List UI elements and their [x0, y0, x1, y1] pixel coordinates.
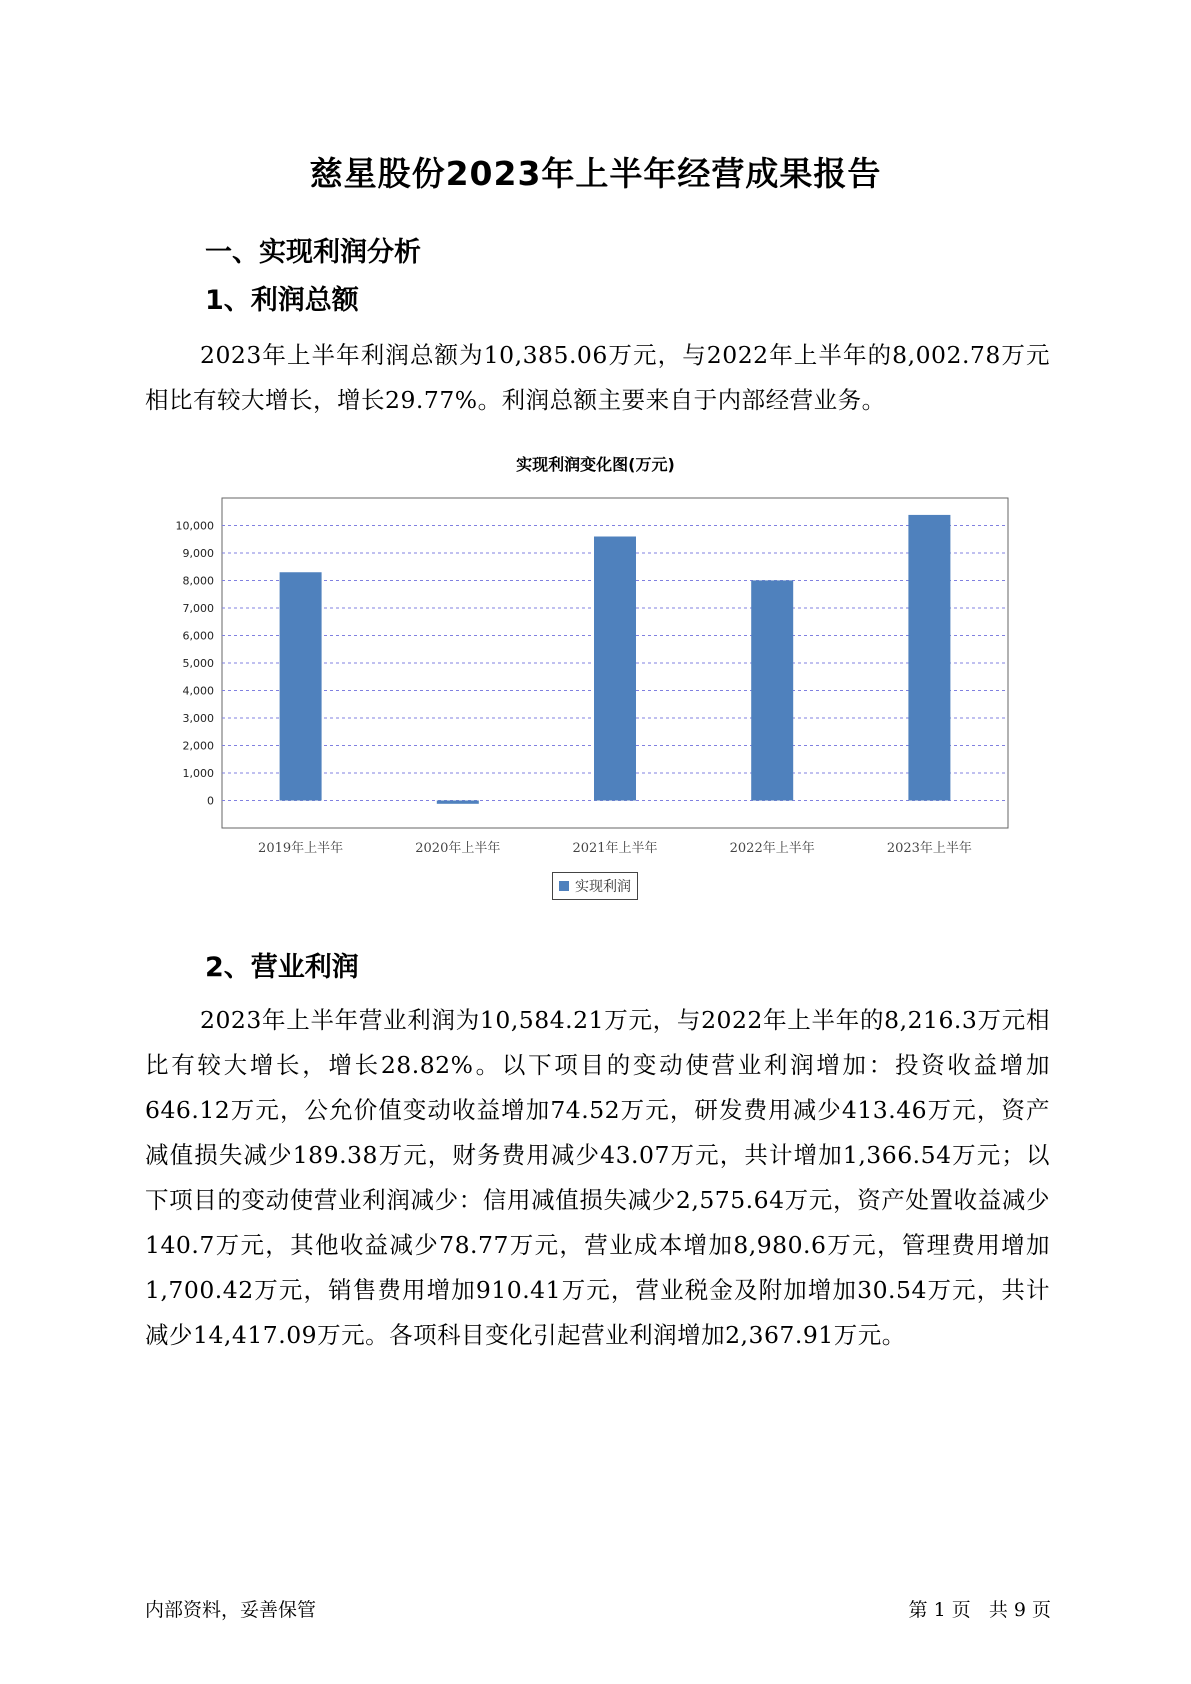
y-tick-label: 2,000 — [182, 739, 214, 753]
profit-bar-chart — [160, 490, 1040, 870]
y-tick-label: 3,000 — [182, 712, 214, 725]
legend-swatch — [559, 881, 569, 891]
footer-confidential-note: 内部资料，妥善保管 — [145, 1599, 317, 1621]
bar — [751, 580, 793, 800]
y-tick-label: 7,000 — [182, 602, 214, 615]
legend-label: 实现利润 — [575, 879, 631, 895]
footer-page-number: 第 1 页 共 9 页 — [908, 1599, 1051, 1621]
operating-profit-paragraph: 2023年上半年营业利润为10,584.21万元，与2022年上半年的8,216.3万元相比有较大增长，增长28.82%。以下项目的变动使营业利润增加：投资收益增加646.12万元，公允价值变动收益增加74.52万元，研发费用减少413.46万元，资产减值损失减少189.38万元，财务费用减少43.07万元，共计增加1,366.54万元；以下项目的变动使营业利润减少：信用减值损失减少2,575.64万元，资产处置收益减少140.7万元，其他收益减少78.77万元，营业成本增加8,980.6万元，管理费用增加1,700.42万元，销售费用增加910.41万元，营业税金及附加增加30.54万元，共计减少14,417.09万元。各项科目变化引起营业利润增加2,367.91万元。 — [145, 1006, 1050, 1349]
x-tick-label: 2023年上半年 — [886, 841, 972, 856]
chart-title: 实现利润变化图(万元) — [516, 455, 675, 474]
total-profit-paragraph: 2023年上半年利润总额为10,385.06万元，与2022年上半年的8,002.78万元相比有较大增长，增长29.77%。利润总额主要来自于内部经营业务。 — [145, 341, 1050, 414]
bar — [437, 801, 479, 804]
y-tick-label: 10,000 — [175, 519, 214, 533]
bar — [908, 515, 950, 801]
y-tick-label: 6,000 — [182, 629, 214, 643]
document-title: 慈星股份2023年上半年经营成果报告 — [309, 154, 882, 193]
bar — [594, 537, 636, 801]
y-tick-label: 8,000 — [182, 574, 214, 588]
x-tick-label: 2019年上半年 — [258, 841, 344, 856]
subsection-heading-operating-profit: 2、营业利润 — [205, 952, 359, 983]
y-tick-label: 1,000 — [182, 767, 214, 780]
section-heading-profit-analysis: 一、实现利润分析 — [205, 237, 421, 268]
x-tick-label: 2020年上半年 — [415, 841, 501, 856]
y-tick-label: 0 — [207, 794, 214, 808]
chart-legend — [552, 872, 638, 900]
y-tick-label: 4,000 — [182, 684, 214, 698]
y-tick-label: 9,000 — [182, 547, 214, 560]
y-tick-label: 5,000 — [182, 657, 214, 670]
subsection-heading-total-profit: 1、利润总额 — [205, 285, 359, 316]
x-tick-label: 2022年上半年 — [729, 841, 815, 856]
x-tick-label: 2021年上半年 — [572, 841, 658, 856]
bar — [280, 572, 322, 800]
